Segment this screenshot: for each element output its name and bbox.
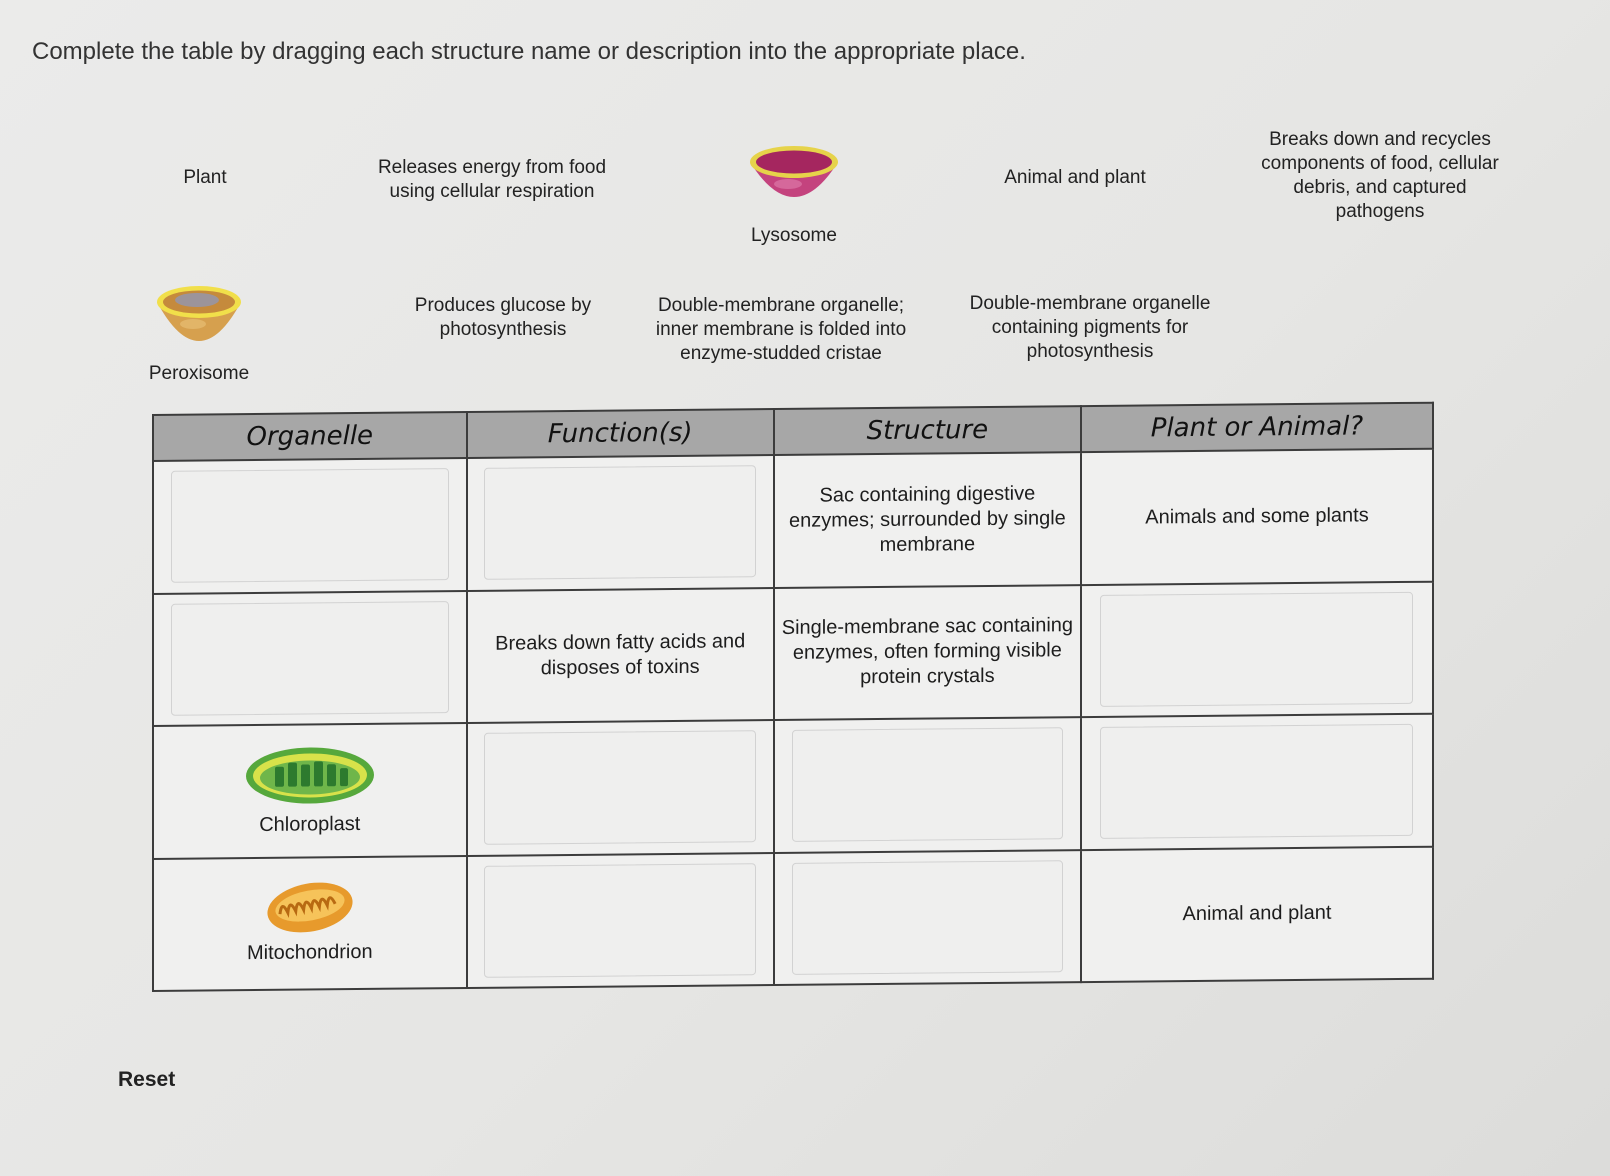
organelle-table bbox=[152, 402, 1434, 992]
bank-item-double-membrane-cristae[interactable] bbox=[648, 294, 914, 366]
drop-zone[interactable] bbox=[484, 863, 756, 978]
header-plant-or-animal: Plant or Animal? bbox=[1081, 403, 1433, 452]
row2-function-text: Breaks down fatty acids and disposes of toxins bbox=[495, 630, 746, 680]
bank-item-double-membrane-cristae-label: Double-membrane organelle; inner membrane is folded into enzyme-studded cristae bbox=[655, 295, 907, 364]
row1-plant-or-animal-text: Animals and some plants bbox=[1145, 504, 1369, 529]
table-row bbox=[153, 846, 1433, 991]
drop-zone[interactable] bbox=[484, 730, 756, 845]
mitochondrion-icon bbox=[265, 880, 355, 935]
header-functions: Function(s) bbox=[467, 409, 774, 458]
bank-item-plant-label: Plant bbox=[183, 167, 227, 188]
bank-item-peroxisome-label: Peroxisome bbox=[148, 363, 250, 384]
table-row bbox=[153, 714, 1433, 859]
drop-zone[interactable] bbox=[484, 465, 756, 580]
drop-zone[interactable] bbox=[1100, 724, 1413, 839]
row2-structure-cell bbox=[774, 585, 1081, 720]
drop-zone[interactable] bbox=[1100, 592, 1413, 707]
bank-item-breaks-down-recycles[interactable] bbox=[1250, 128, 1510, 224]
drop-zone[interactable] bbox=[792, 728, 1064, 843]
row2-structure-text: Single-membrane sac containing enzymes, often forming visible protein crystals bbox=[781, 614, 1074, 689]
row2-organelle-cell bbox=[153, 590, 467, 726]
bank-item-releases-energy-label: Releases energy from food using cellular respiration bbox=[377, 157, 607, 202]
row1-organelle-cell bbox=[153, 458, 467, 594]
row4-plant-or-animal-cell bbox=[1081, 846, 1433, 982]
row3-organelle-cell bbox=[153, 723, 467, 859]
row3-plant-or-animal-cell bbox=[1081, 714, 1433, 850]
bank-item-animal-and-plant[interactable] bbox=[975, 166, 1175, 190]
bank-item-plant[interactable] bbox=[150, 166, 260, 190]
row2-function-cell bbox=[467, 588, 774, 723]
bank-item-lysosome[interactable] bbox=[722, 140, 866, 248]
row2-plant-or-animal-cell bbox=[1081, 581, 1433, 717]
bank-item-double-membrane-pigments-label: Double-membrane organelle containing pigments for photosynthesis bbox=[969, 293, 1211, 362]
table-row bbox=[153, 449, 1433, 594]
row4-organelle-cell bbox=[153, 855, 467, 991]
instruction-text: Complete the table by dragging each structure name or description into the appropriate place. bbox=[32, 38, 1026, 65]
bank-item-double-membrane-pigments[interactable] bbox=[960, 292, 1220, 364]
row1-structure-text: Sac containing digestive enzymes; surrounded by single membrane bbox=[788, 482, 1066, 556]
bank-item-lysosome-label: Lysosome bbox=[751, 225, 837, 246]
bank-item-produces-glucose[interactable] bbox=[398, 294, 608, 342]
row4-organelle-text: Mitochondrion bbox=[246, 941, 373, 965]
header-structure: Structure bbox=[774, 406, 1081, 455]
bank-item-animal-and-plant-label: Animal and plant bbox=[1004, 167, 1146, 188]
drop-zone[interactable] bbox=[171, 468, 449, 583]
chloroplast-icon bbox=[243, 744, 377, 807]
row3-structure-cell bbox=[774, 717, 1081, 852]
reset-button[interactable]: Reset bbox=[118, 1068, 176, 1091]
drop-zone[interactable] bbox=[171, 601, 449, 716]
table-row bbox=[153, 581, 1433, 726]
row3-organelle-text: Chloroplast bbox=[259, 812, 361, 836]
bank-item-produces-glucose-label: Produces glucose by photosynthesis bbox=[414, 295, 592, 340]
peroxisome-icon bbox=[153, 280, 245, 346]
bank-item-releases-energy[interactable] bbox=[362, 156, 622, 204]
row3-function-cell bbox=[467, 720, 774, 855]
bank-item-breaks-down-recycles-label: Breaks down and recycles components of food, cellular debris, and captured pathogens bbox=[1261, 129, 1499, 222]
drop-zone[interactable] bbox=[792, 860, 1064, 975]
bank-item-peroxisome[interactable] bbox=[134, 280, 264, 386]
row4-plant-or-animal-text: Animal and plant bbox=[1182, 901, 1332, 926]
row1-function-cell bbox=[467, 455, 774, 590]
row1-plant-or-animal-cell bbox=[1081, 449, 1433, 585]
row1-structure-cell bbox=[774, 452, 1081, 587]
row4-function-cell bbox=[467, 853, 774, 988]
row4-structure-cell bbox=[774, 850, 1081, 985]
lysosome-icon bbox=[746, 140, 842, 206]
header-organelle: Organelle bbox=[153, 412, 467, 461]
